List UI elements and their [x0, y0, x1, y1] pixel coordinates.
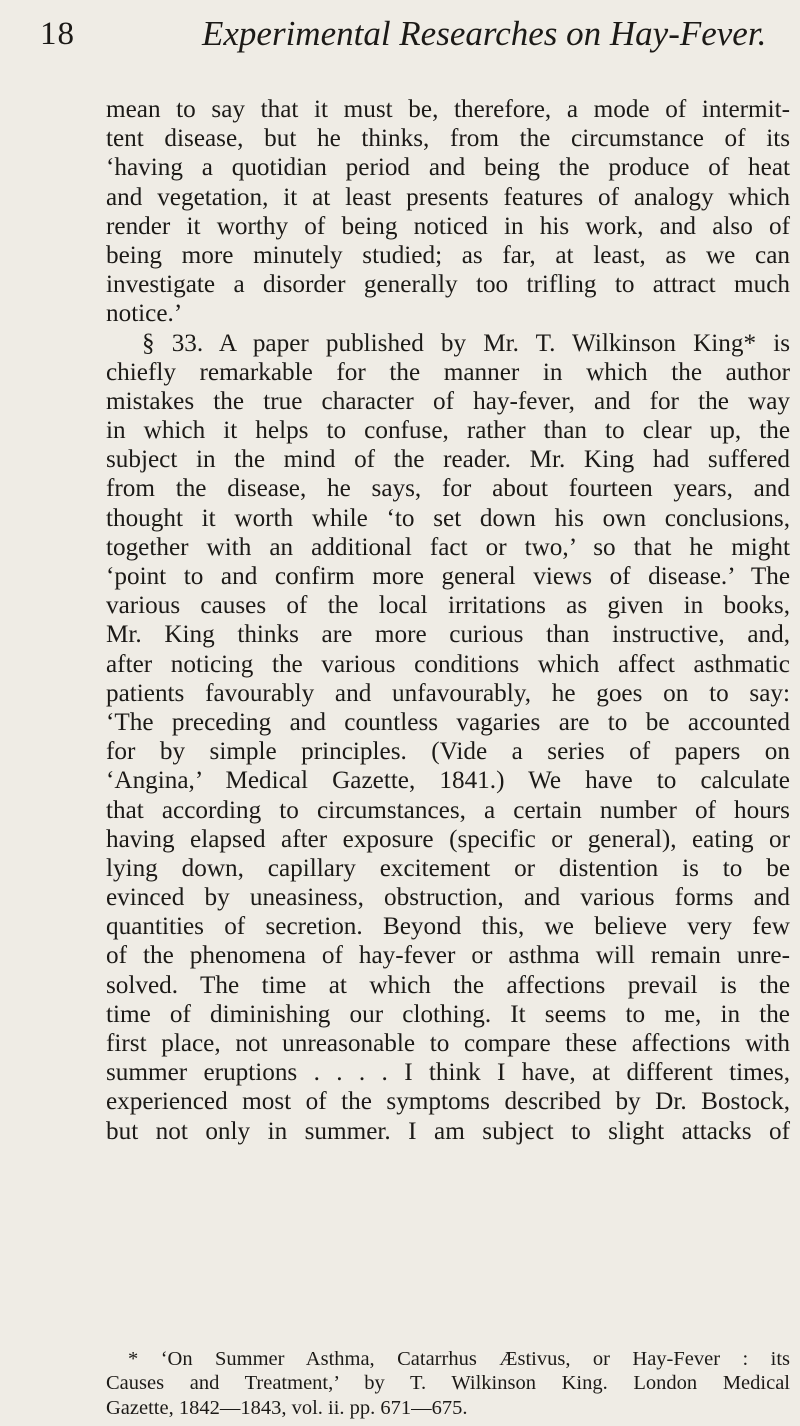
text-line: for by simple principles. (Vide a series of papers on: [106, 738, 790, 766]
text-line: mean to say that it must be, therefore, a mode of intermit-: [106, 96, 790, 123]
text-line: in which it helps to confuse, rather than to clear up, the: [106, 417, 790, 445]
text-line: ‘point to and confirm more general views of disease.’ The: [106, 563, 790, 590]
text-line: but not only in summer. I am subject to slight attacks of: [106, 1117, 790, 1145]
text-line: having elapsed after exposure (specific or general), eating or: [106, 825, 790, 853]
text-line: lying down, capillary excitement or distention is to be: [106, 854, 790, 882]
text-line: solved. The time at which the affections prevail is the: [106, 971, 790, 999]
text-line: ‘The preceding and countless vagaries are to be accounted: [106, 708, 790, 736]
text-line: ‘having a quotidian period and being the produce of heat: [106, 154, 790, 182]
text-line: chiefly remarkable for the manner in which the author: [106, 358, 790, 386]
text-line: summer eruptions . . . . I think I have, at different times,: [106, 1059, 790, 1087]
footnote: [106, 1347, 790, 1420]
footnote-line: * ‘On Summer Asthma, Catarrhus Æstivus, or Hay-Fever : its: [128, 1348, 790, 1370]
text-line: being more minutely studied; as far, at least, as we can: [106, 241, 790, 269]
text-line: various causes of the local irritations as given in books,: [106, 592, 790, 620]
text-line: thought it worth while ‘to set down his own conclusions,: [106, 504, 790, 532]
text-line: render it worthy of being noticed in his work, and also of: [106, 212, 790, 240]
text-line: from the disease, he says, for about fourteen years, and: [106, 475, 790, 503]
text-line: experienced most of the symptoms described by Dr. Bostock,: [106, 1088, 790, 1116]
text-line: after noticing the various conditions which affect asthmatic: [106, 650, 790, 678]
text-line: tent disease, but he thinks, from the circumstance of its: [106, 125, 790, 153]
footnote-line: Gazette, 1842—1843, vol. ii. pp. 671—675.: [106, 1396, 468, 1419]
text-line: investigate a disorder generally too trifling to attract much: [106, 271, 790, 299]
text-line: and vegetation, it at least presents features of analogy which: [106, 183, 790, 211]
text-line: time of diminishing our clothing. It seems to me, in the: [106, 1000, 790, 1028]
text-line: Mr. King thinks are more curious than instructive, and,: [106, 621, 790, 649]
text-line: ‘Angina,’ Medical Gazette, 1841.) We have to calculate: [106, 767, 790, 795]
section-33-heading-line: § 33. A paper published by Mr. T. Wilkinson King* is: [142, 329, 790, 357]
text-line: patients favourably and unfavourably, he goes on to say:: [106, 679, 790, 707]
text-line: quantities of secretion. Beyond this, we believe very few: [106, 913, 790, 941]
text-line: of the phenomena of hay-fever or asthma will remain unre-: [106, 942, 790, 970]
page-header: [40, 12, 800, 68]
text-line: first place, not unreasonable to compare these affections with: [106, 1030, 790, 1057]
text-line: that according to circumstances, a certain number of hours: [106, 796, 790, 824]
page-number: 18: [40, 16, 75, 52]
footnote-line: Causes and Treatment,’ by T. Wilkinson King. London Medical: [106, 1372, 790, 1395]
text-line: notice.’: [106, 300, 183, 328]
body-text: [106, 95, 790, 1146]
text-line: mistakes the true character of hay-fever, and for the way: [106, 387, 790, 415]
running-title: Experimental Researches on Hay-Fever.: [202, 14, 767, 53]
text-line: subject in the mind of the reader. Mr. King had suffered: [106, 446, 790, 474]
text-line: evinced by uneasiness, obstruction, and various forms and: [106, 884, 790, 912]
text-line: together with an additional fact or two,’ so that he might: [106, 533, 790, 561]
